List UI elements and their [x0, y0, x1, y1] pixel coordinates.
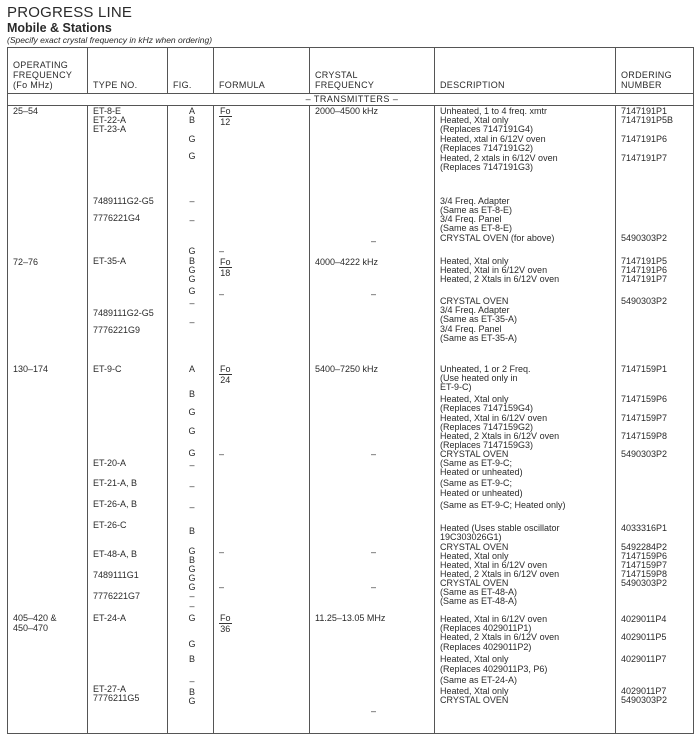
formula-numerator: Fo — [220, 613, 231, 623]
description-line: Heated, Xtal only — [440, 686, 509, 696]
crystal-table — [7, 47, 694, 734]
crystal-cell: 4000–4222 kHz — [315, 257, 379, 267]
ordering-number: 7147191P5 — [621, 256, 668, 266]
type-no-cell: ET-48-A, B — [93, 549, 138, 559]
ordering-number: 5490303P2 — [621, 695, 668, 705]
ordering-number: 7147159P1 — [621, 364, 668, 374]
description-line: (Same as ET-35-A) — [440, 333, 518, 343]
type-no-cell: ET-27-A — [93, 684, 127, 694]
formula-dash: – — [219, 289, 225, 299]
fig-cell: G — [188, 696, 196, 706]
description-line: (Replaces 7147159G3) — [440, 440, 534, 450]
formula-dash: – — [219, 246, 225, 256]
description-line: Heated (Uses stable oscillator — [440, 523, 560, 533]
fig-cell: G — [188, 274, 196, 284]
fig-cell: G — [188, 246, 196, 256]
op-freq-cell: 72–76 — [13, 257, 39, 267]
ordering-number: 4029011P7 — [621, 654, 667, 664]
fig-cell: – — [189, 460, 195, 470]
formula-fraction — [219, 257, 232, 278]
description-line: Heated, 2 xtals in 6/12V oven — [440, 153, 558, 163]
description-line: 3/4 Freq. Panel — [440, 214, 502, 224]
ordering-number: 7147159P7 — [621, 413, 668, 423]
type-no-cell: ET-26-C — [93, 520, 127, 530]
fig-cell: G — [188, 151, 196, 161]
crystal-cell: – — [370, 289, 376, 299]
description-line: CRYSTAL OVEN (for above) — [440, 233, 555, 243]
ordering-number: 7147191P7 — [621, 153, 668, 163]
crystal-cell: – — [370, 236, 376, 246]
type-no-cell: ET-8-E — [93, 106, 122, 116]
crystal-cell: – — [370, 547, 376, 557]
description-line: Unheated, 1 or 2 Freq. — [440, 364, 531, 374]
description-line: CRYSTAL OVEN — [440, 578, 509, 588]
type-no-cell: ET-26-A, B — [93, 499, 138, 509]
type-no-cell: ET-20-A — [93, 458, 127, 468]
ordering-number: 7147191P5B — [621, 115, 674, 125]
ordering-number: 4029011P7 — [621, 686, 667, 696]
formula-column — [214, 106, 310, 734]
type-no-cell: 7776221G9 — [93, 325, 141, 335]
fig-cell: G — [188, 564, 196, 574]
header-operating-frequency — [8, 48, 88, 94]
description-line: 3/4 Freq. Adapter — [440, 305, 510, 315]
fig-cell: B — [188, 526, 195, 536]
description-line: Unheated, 1 to 4 freq. xmtr — [440, 106, 548, 116]
ordering-number: 7147159P6 — [621, 551, 668, 561]
description-line: ET-9-C) — [440, 382, 472, 392]
type-no-cell: 7489111G1 — [93, 570, 139, 580]
ordering-number: 7147191P6 — [621, 134, 668, 144]
header-line: NUMBER — [621, 80, 662, 90]
ordering-number: 7147191P6 — [621, 265, 668, 275]
header-type-no: TYPE NO. — [88, 48, 168, 94]
description-line: Heated, Xtal in 6/12V oven — [440, 413, 548, 423]
op-freq-cell: 130–174 — [13, 364, 49, 374]
header-description: DESCRIPTION — [435, 48, 616, 94]
description-line: (Same as ET-9-C; — [440, 458, 513, 468]
formula-fraction — [219, 364, 232, 385]
description-line: Heated, Xtal in 6/12V oven — [440, 614, 548, 624]
description-line: Heated or unheated) — [440, 488, 523, 498]
type-no-cell: 7489111G2-G5 — [93, 308, 154, 318]
fig-cell: A — [188, 364, 195, 374]
fig-cell: – — [189, 317, 195, 327]
header-line: FREQUENCY — [315, 80, 375, 90]
ordering-number: 7147159P6 — [621, 394, 668, 404]
ordering-number: 5490303P2 — [621, 233, 668, 243]
op-freq-column — [8, 106, 88, 734]
description-line: Heated, Xtal only — [440, 256, 509, 266]
type-no-cell: ET-21-A, B — [93, 478, 138, 488]
fig-cell: G — [188, 265, 196, 275]
fig-cell: B — [188, 256, 195, 266]
type-no-cell: 7489111G2-G5 — [93, 196, 154, 206]
page-title: PROGRESS LINE — [7, 4, 133, 21]
header-ordering-number — [616, 48, 694, 94]
description-line: CRYSTAL OVEN — [440, 542, 509, 552]
description-line: (Same as ET-8-E) — [440, 223, 513, 233]
type-no-cell: ET-35-A — [93, 256, 127, 266]
ordering-number: 5490303P2 — [621, 296, 668, 306]
fig-cell: – — [189, 298, 195, 308]
op-freq-cell: 405–420 & — [13, 613, 57, 623]
fig-cell: G — [188, 407, 196, 417]
description-line: (Same as ET-8-E) — [440, 205, 513, 215]
formula-dash: – — [219, 547, 225, 557]
header-formula: FORMULA — [214, 48, 310, 94]
description-line: 3/4 Freq. Adapter — [440, 196, 510, 206]
ordering-number: 4029011P4 — [621, 614, 667, 624]
ordering-number: 7147191P1 — [621, 106, 668, 116]
fig-cell: G — [188, 639, 196, 649]
description-line: (Same as ET-48-A) — [440, 596, 518, 606]
description-column — [435, 106, 616, 734]
fig-cell: – — [189, 481, 195, 491]
fig-cell: B — [188, 389, 195, 399]
ordering-column — [616, 106, 694, 734]
formula-numerator: Fo — [220, 364, 231, 374]
formula-numerator: Fo — [220, 106, 231, 116]
header-fig: FIG. — [168, 48, 214, 94]
ordering-note: (Specify exact crystal frequency in kHz when ordering) — [7, 35, 213, 45]
crystal-cell: – — [370, 582, 376, 592]
crystal-cell: 2000–4500 kHz — [315, 106, 379, 116]
crystal-cell: 5400–7250 kHz — [315, 364, 379, 374]
description-line: (Same as ET-9-C; Heated only) — [440, 500, 566, 510]
type-no-cell: ET-23-A — [93, 124, 127, 134]
description-line: Heated, 2 Xtals in 6/12V oven — [440, 569, 560, 579]
formula-denominator: 18 — [220, 268, 231, 278]
ordering-number: 4029011P5 — [621, 632, 667, 642]
op-freq-cell: 25–54 — [13, 106, 39, 116]
header-crystal-frequency — [310, 48, 435, 94]
type-no-cell: ET-9-C — [93, 364, 122, 374]
fig-cell: G — [188, 286, 196, 296]
formula-fraction — [219, 106, 232, 127]
description-line: (Replaces 4029011P2) — [440, 642, 532, 652]
formula-denominator: 36 — [220, 624, 231, 634]
crystal-cell: – — [370, 449, 376, 459]
ordering-number: 4033316P1 — [621, 523, 668, 533]
section-transmitters: – TRANSMITTERS – — [8, 94, 694, 106]
description-line: (Same as ET-9-C; — [440, 478, 513, 488]
crystal-cell: 11.25–13.05 MHz — [315, 613, 386, 623]
description-line: Heated, 2 Xtals in 6/12V oven — [440, 431, 560, 441]
ordering-number: 7147159P8 — [621, 569, 668, 579]
fig-cell: – — [189, 591, 195, 601]
ordering-number: 5490303P2 — [621, 449, 668, 459]
type-no-cell: 7776211G5 — [93, 693, 140, 703]
description-line: (Replaces 7147191G3) — [440, 162, 534, 172]
crystal-column — [310, 106, 435, 734]
description-line: (Same as ET-48-A) — [440, 587, 518, 597]
description-line: Heated, Xtal in 6/12V oven — [440, 560, 548, 570]
description-line: (Same as ET-24-A) — [440, 675, 518, 685]
formula-dash: – — [219, 449, 225, 459]
description-line: (Replaces 4029011P3, P6) — [440, 664, 548, 674]
op-freq-cell: 450–470 — [13, 623, 49, 633]
description-line: Heated, Xtal only — [440, 551, 509, 561]
ordering-number: 5490303P2 — [621, 578, 668, 588]
header-line: FREQUENCY — [13, 70, 73, 80]
formula-numerator: Fo — [220, 257, 231, 267]
description-line: 3/4 Freq. Panel — [440, 324, 502, 334]
fig-cell: B — [188, 555, 195, 565]
description-line: (Replaces 7147191G2) — [440, 143, 534, 153]
description-line: (Replaces 4029011P1) — [440, 623, 532, 633]
fig-cell: G — [188, 582, 196, 592]
formula-denominator: 12 — [220, 117, 231, 127]
fig-cell: B — [188, 115, 195, 125]
fig-cell: – — [189, 502, 195, 512]
type-no-cell: 7776221G4 — [93, 213, 141, 223]
description-line: (Replaces 7147191G4) — [440, 124, 534, 134]
fig-column — [168, 106, 214, 734]
description-line: (Use heated only in — [440, 373, 518, 383]
formula-denominator: 24 — [220, 375, 231, 385]
description-line: CRYSTAL OVEN — [440, 695, 509, 705]
description-line: Heated or unheated) — [440, 467, 523, 477]
crystal-cell: – — [370, 706, 376, 716]
description-line: Heated, Xtal in 6/12V oven — [440, 265, 548, 275]
description-line: CRYSTAL OVEN — [440, 296, 509, 306]
fig-cell: G — [188, 134, 196, 144]
description-line: Heated, 2 Xtals in 6/12V oven — [440, 632, 560, 642]
fig-cell: G — [188, 613, 196, 623]
description-line: Heated, xtal in 6/12V oven — [440, 134, 546, 144]
fig-cell: – — [189, 215, 195, 225]
fig-cell: G — [188, 448, 196, 458]
description-line: (Same as ET-35-A) — [440, 314, 518, 324]
description-line: 19C303026G1) — [440, 532, 502, 542]
header-line: CRYSTAL — [315, 70, 358, 80]
description-line: (Replaces 7147159G2) — [440, 422, 534, 432]
type-no-cell: ET-24-A — [93, 613, 127, 623]
header-line: ORDERING — [621, 70, 672, 80]
fig-cell: B — [188, 654, 195, 664]
page-header — [7, 4, 212, 46]
description-line: Heated, Xtal only — [440, 115, 509, 125]
formula-fraction — [219, 613, 232, 634]
type-no-cell: 7776221G7 — [93, 591, 141, 601]
page-subtitle: Mobile & Stations — [7, 21, 112, 35]
fig-cell: – — [189, 676, 195, 686]
fig-cell: G — [188, 573, 196, 583]
fig-cell: G — [188, 546, 196, 556]
fig-cell: G — [188, 426, 196, 436]
description-line: CRYSTAL OVEN — [440, 449, 509, 459]
type-no-cell: ET-22-A — [93, 115, 127, 125]
description-line: Heated, 2 Xtals in 6/12V oven — [440, 274, 560, 284]
formula-dash: – — [219, 582, 225, 592]
ordering-number: 7147191P7 — [621, 274, 668, 284]
type-no-column — [88, 106, 168, 734]
description-line: Heated, Xtal only — [440, 654, 509, 664]
description-line: Heated, Xtal only — [440, 394, 509, 404]
fig-cell: – — [189, 196, 195, 206]
fig-cell: B — [188, 687, 195, 697]
description-line: (Replaces 7147159G4) — [440, 403, 534, 413]
fig-cell: – — [189, 601, 195, 611]
ordering-number: 7147159P8 — [621, 431, 668, 441]
ordering-number: 7147159P7 — [621, 560, 668, 570]
header-line: (Fo MHz) — [13, 80, 53, 90]
fig-cell: A — [188, 106, 195, 116]
header-line: OPERATING — [13, 60, 69, 70]
ordering-number: 5492284P2 — [621, 542, 668, 552]
